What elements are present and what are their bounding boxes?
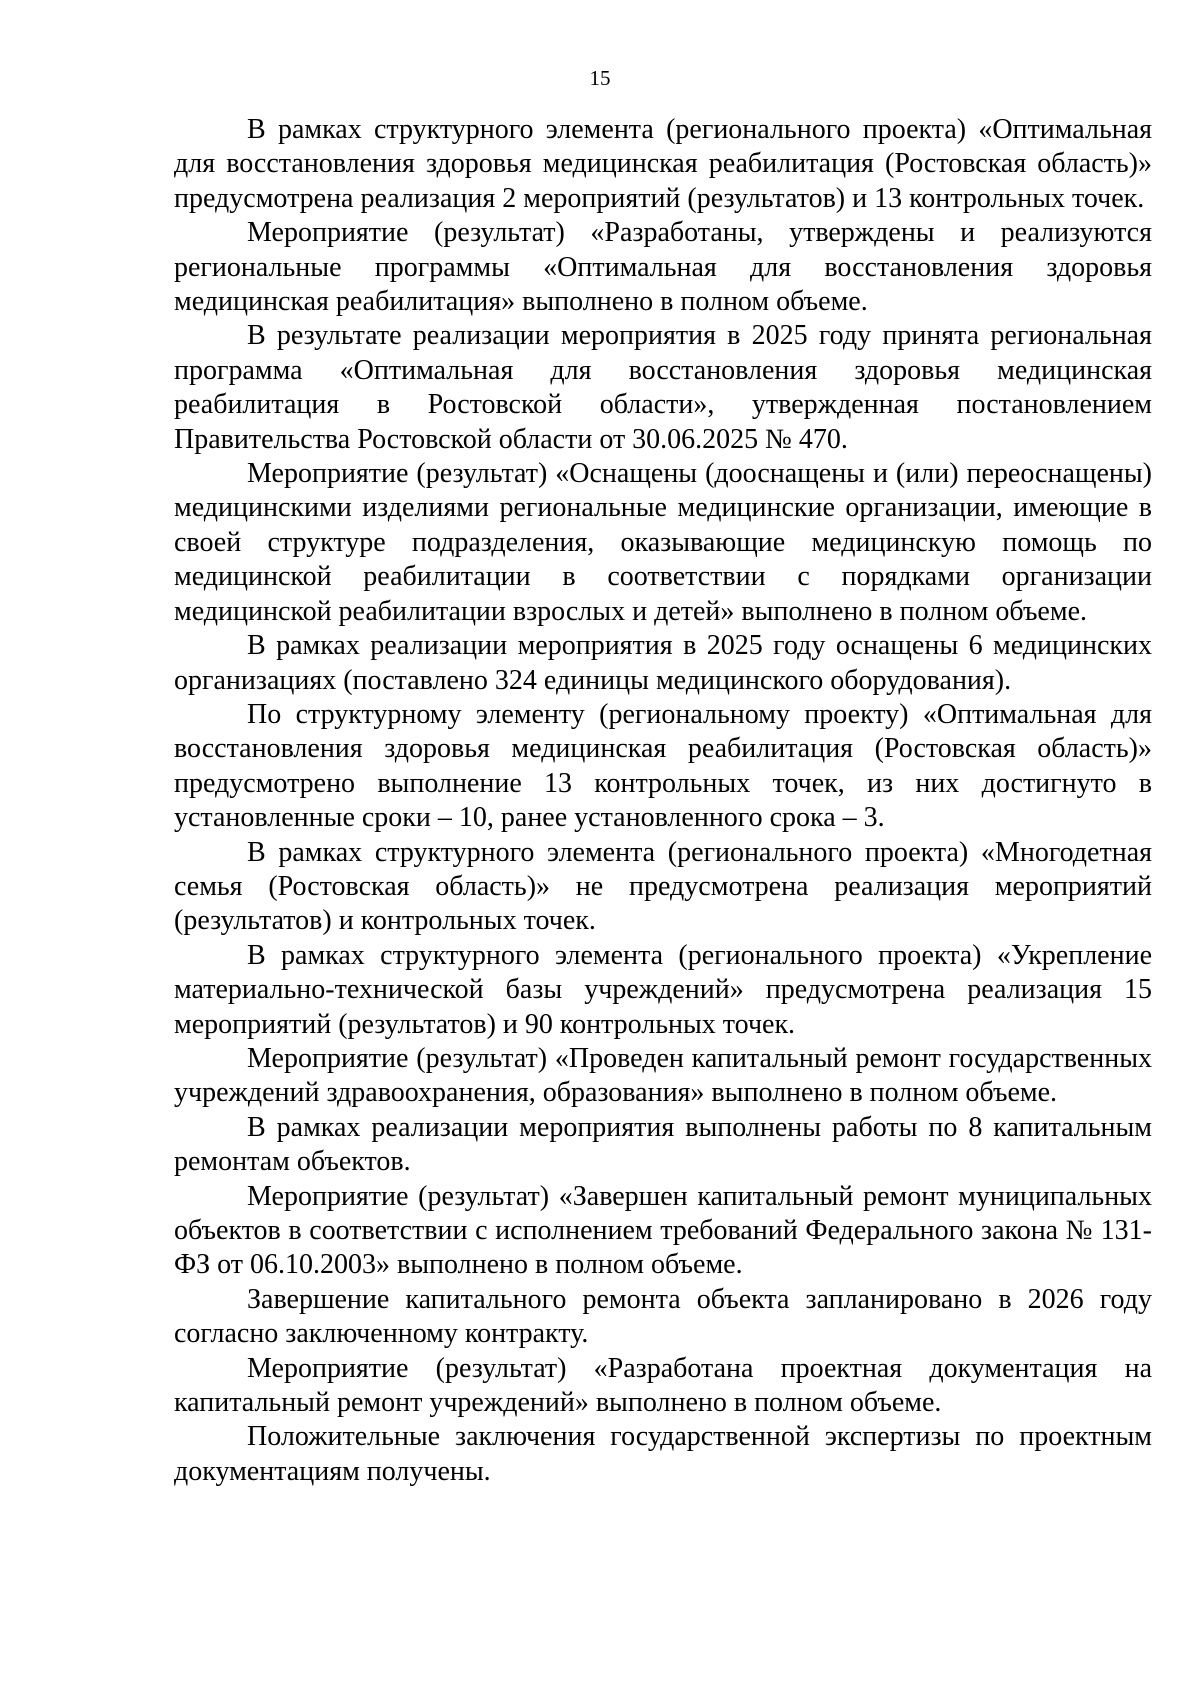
document-body [174,113,1152,1489]
page-number: 15 [589,66,611,90]
paragraph-1: В рамках структурного элемента (регионального проекта) «Оптимальная для восстановления здоровья медицинская реабилитация (Ростовская область)» предусмотрена реализация 2 мероприятий (результатов) и 13 контрольных точек. [174,114,1152,214]
paragraph-2: Мероприятие (результат) «Разработаны, утверждены и реализуются региональные программы «Оптимальная для восстановления здоровья медицинская реабилитация» выполнено в полном объеме. [174,217,1152,318]
paragraph-12: Завершение капитального ремонта объекта запланировано в 2026 году согласно заключенному контракту. [174,1283,1152,1350]
paragraph-14: Положительные заключения государственной экспертизы по проектным документациям получены. [174,1421,1152,1487]
paragraph-5: В рамках реализации мероприятия в 2025 году оснащены 6 медицинских организациях (поставлено 324 единицы медицинского оборудования). [174,630,1152,696]
paragraph-7: В рамках структурного элемента (регионального проекта) «Многодетная семья (Ростовская область)» не предусмотрена реализация мероприятий (результатов) и контрольных точек. [174,836,1152,937]
paragraph-8: В рамках структурного элемента (регионального проекта) «Укрепление материально-технической базы учреждений» предусмотрена реализация 15 мероприятий (результатов) и 90 контрольных точек. [174,939,1152,1040]
paragraph-9: Мероприятие (результат) «Проведен капитальный ремонт государственных учреждений здравоохранения, образования» выполнено в полном объеме. [174,1042,1152,1109]
paragraph-6: По структурному элементу (региональному проекту) «Оптимальная для восстановления здоровья медицинская реабилитация (Ростовская область)» предусмотрено выполнение 13 контрольных точек, из них достигнуто в установленные сроки – 10, ранее установленного срока – 3. [174,698,1152,834]
paragraph-10: В рамках реализации мероприятия выполнены работы по 8 капитальным ремонтам объектов. [174,1111,1152,1178]
paragraph-13: Мероприятие (результат) «Разработана проектная документация на капитальный ремонт учреждений» выполнено в полном объеме. [174,1352,1152,1419]
paragraph-11: Мероприятие (результат) «Завершен капитальный ремонт муниципальных объектов в соответствии с исполнением требований Федерального закона № 131-ФЗ от 06.10.2003» выполнено в полном объеме. [174,1180,1152,1281]
paragraph-4: Мероприятие (результат) «Оснащены (дооснащены и (или) переоснащены) медицинскими изделиями региональные медицинские организации, имеющие в своей структуре подразделения, оказывающие медицинскую помощь по медицинской реабилитации в соответствии с порядками организации медицинской реабилитации взрослых и детей» выполнено в полном объеме. [174,458,1152,627]
paragraph-3: В результате реализации мероприятия в 2025 году принята региональная программа «Оптимальная для восстановления здоровья медицинская реабилитация в Ростовской области», утвержденная постановлением Правительства Ростовской области от 30.06.2025 № 470. [174,320,1152,455]
